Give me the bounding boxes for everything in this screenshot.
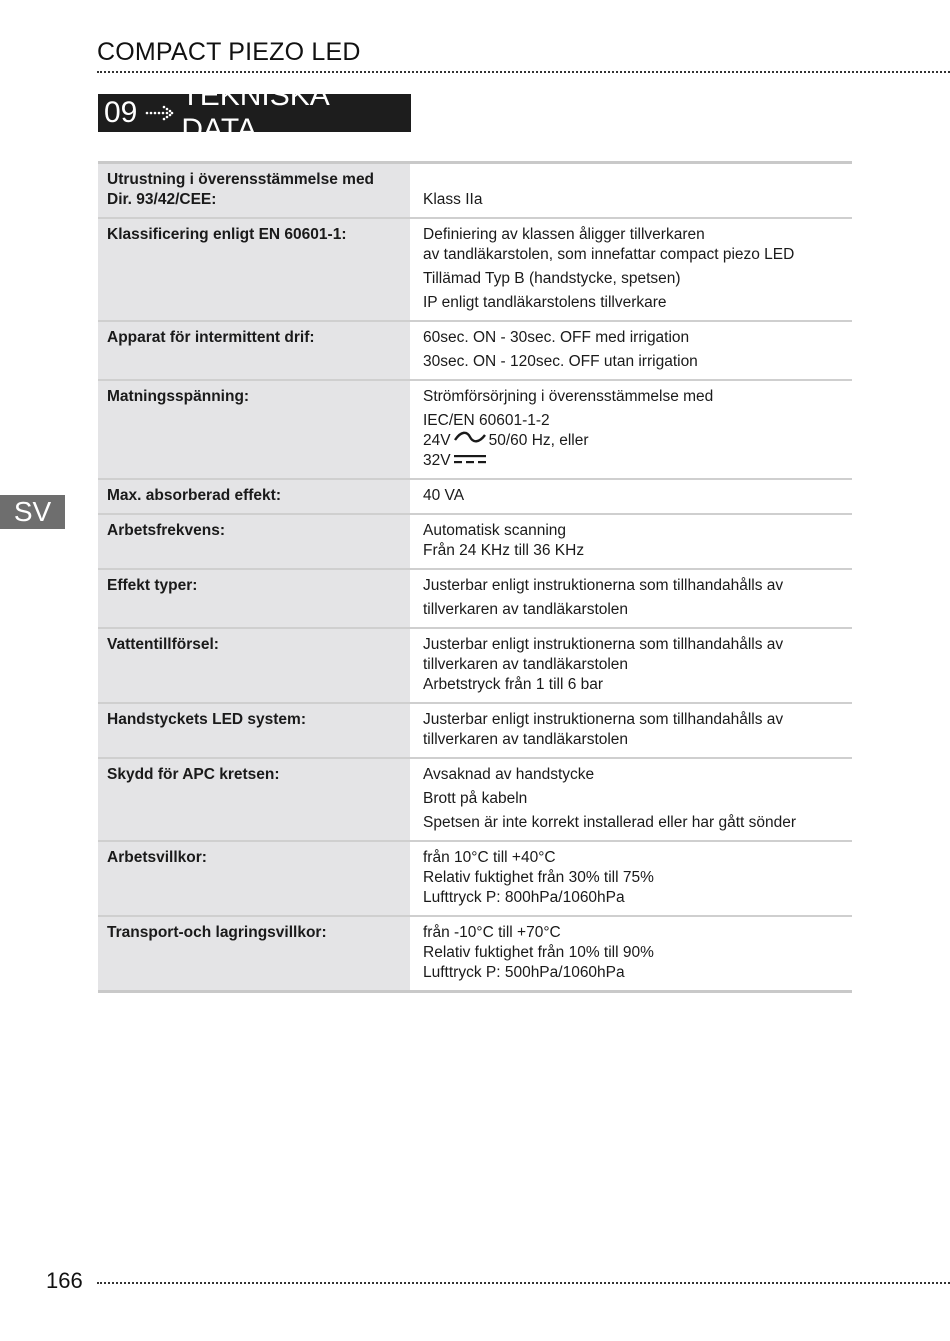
row-label: Arbetsvillkor: xyxy=(98,842,410,915)
value-line: Från 24 KHz till 36 KHz xyxy=(423,542,585,560)
label-line: Utrustning i överensstämmelse med xyxy=(107,171,375,188)
value-line: Lufttryck P: 500hPa/1060hPa xyxy=(423,964,625,982)
value-line: IP enligt tandläkarstolens tillverkare xyxy=(423,294,667,311)
row-value xyxy=(410,704,852,757)
footer-dotted-divider xyxy=(97,1282,950,1284)
value-line: Relativ fuktighet från 30% till 75% xyxy=(423,869,654,887)
value-line: 60sec. ON - 30sec. OFF med irrigation xyxy=(423,329,690,346)
table-row xyxy=(98,381,852,480)
document-title: COMPACT PIEZO LED xyxy=(97,38,361,66)
table-row xyxy=(98,164,852,219)
table-row xyxy=(98,570,852,629)
value-line: från -10°C till +70°C xyxy=(423,924,561,942)
row-value xyxy=(410,917,852,990)
row-label xyxy=(98,164,410,217)
row-value xyxy=(410,164,852,217)
value-line: tillverkaren av tandläkarstolen xyxy=(423,731,629,749)
value-line: Tillämad Typ B (handstycke, spetsen) xyxy=(423,270,681,287)
row-value xyxy=(410,759,852,840)
value-line: Lufttryck P: 800hPa/1060hPa xyxy=(423,889,625,907)
value-line: Avsaknad av handstycke xyxy=(423,766,595,784)
table-row xyxy=(98,480,852,515)
table-row xyxy=(98,759,852,842)
value-line: IEC/EN 60601-1-2 xyxy=(423,412,550,429)
row-value xyxy=(410,515,852,568)
value-line: Brott på kabeln xyxy=(423,790,528,808)
value-line: Justerbar enligt instruktionerna som tillhandahålls av xyxy=(423,577,784,595)
row-label: Apparat för intermittent drif: xyxy=(98,322,410,379)
section-number: 09 xyxy=(104,96,138,129)
row-label: Klassificering enligt EN 60601-1: xyxy=(98,219,410,320)
ac-voltage: 24V xyxy=(423,432,451,450)
value-line: Justerbar enligt instruktionerna som tillhandahålls av xyxy=(423,711,784,729)
value-line: 30sec. ON - 120sec. OFF utan irrigation xyxy=(423,353,698,370)
header-dotted-divider xyxy=(97,71,950,73)
row-label: Arbetsfrekvens: xyxy=(98,515,410,568)
table-row xyxy=(98,629,852,704)
row-label: Skydd för APC kretsen: xyxy=(98,759,410,840)
row-label: Vattentillförsel: xyxy=(98,629,410,702)
value-line: från 10°C till +40°C xyxy=(423,849,556,867)
table-row xyxy=(98,322,852,381)
value-line: Strömförsörjning i överensstämmelse med xyxy=(423,388,714,405)
row-value xyxy=(410,480,852,513)
section-heading xyxy=(98,79,411,146)
value-line: Spetsen är inte korrekt installerad eller har gått sönder xyxy=(423,814,797,832)
table-row xyxy=(98,917,852,990)
row-value xyxy=(410,570,852,627)
ac-voltage-line xyxy=(423,431,839,451)
value-line: Klass IIa xyxy=(423,191,483,208)
row-value xyxy=(410,381,852,478)
table-row xyxy=(98,515,852,570)
value-line: Automatisk scanning xyxy=(423,522,567,540)
row-value xyxy=(410,629,852,702)
value-line: av tandläkarstolen, som innefattar compact piezo LED xyxy=(423,246,795,263)
row-label: Matningsspänning: xyxy=(98,381,410,478)
value-line: tillverkaren av tandläkarstolen xyxy=(423,656,629,674)
technical-data-table xyxy=(98,161,852,993)
alternating-current-icon xyxy=(453,431,487,451)
row-value xyxy=(410,842,852,915)
section-title: TEKNISKA DATA xyxy=(181,79,329,146)
row-label: Effekt typer: xyxy=(98,570,410,627)
value-line: 40 VA xyxy=(423,487,465,505)
row-label: Handstyckets LED system: xyxy=(98,704,410,757)
dc-voltage-line xyxy=(423,451,839,471)
value-line: Justerbar enligt instruktionerna som tillhandahålls av xyxy=(423,636,784,654)
value-line: tillverkaren av tandläkarstolen xyxy=(423,601,629,619)
row-value xyxy=(410,219,852,320)
ac-frequency: 50/60 Hz, eller xyxy=(488,432,589,450)
label-line: Dir. 93/42/CEE: xyxy=(107,191,217,208)
row-value xyxy=(410,322,852,379)
direct-current-icon xyxy=(453,451,487,471)
value-line: Definiering av klassen åligger tillverkaren xyxy=(423,226,705,243)
row-label: Max. absorberad effekt: xyxy=(98,480,410,513)
value-line: Relativ fuktighet från 10% till 90% xyxy=(423,944,654,962)
table-row xyxy=(98,704,852,759)
table-row xyxy=(98,219,852,322)
page-number: 166 xyxy=(46,1268,83,1293)
row-label: Transport-och lagringsvillkor: xyxy=(98,917,410,990)
table-row xyxy=(98,842,852,917)
dc-voltage: 32V xyxy=(423,452,451,470)
dotted-arrow-icon xyxy=(145,103,175,123)
language-tab: SV xyxy=(0,495,65,529)
value-line: Arbetstryck från 1 till 6 bar xyxy=(423,676,604,694)
